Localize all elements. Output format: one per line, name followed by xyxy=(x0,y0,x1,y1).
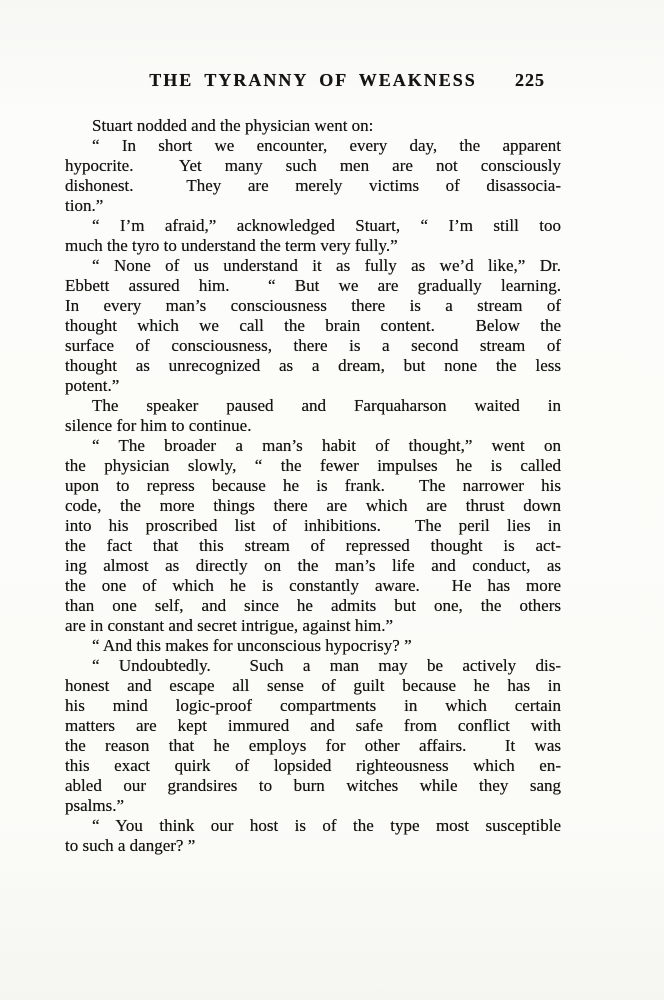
text-line: his mind logic-proof compartments in which certain xyxy=(65,696,561,715)
paragraph xyxy=(65,116,561,136)
paragraph xyxy=(65,656,561,816)
text-line: the physician slowly, “ the fewer impulses he is called xyxy=(65,456,561,475)
text-line: upon to repress because he is frank. The narrower his xyxy=(65,476,561,495)
text-line: dishonest. They are merely victims of disassocia- xyxy=(65,176,561,195)
text-line: Ebbett assured him. “ But we are gradually learning. xyxy=(65,276,561,295)
text-line: hypocrite. Yet many such men are not consciously xyxy=(65,156,561,175)
text-line: the reason that he employs for other affairs. It was xyxy=(65,736,561,755)
page-header-title: THE TYRANNY OF WEAKNESS xyxy=(149,70,477,90)
text-line: In every man’s consciousness there is a stream of xyxy=(65,296,561,315)
text-line: thought as unrecognized as a dream, but none the less xyxy=(65,356,561,375)
text-line: The speaker paused and Farquaharson waited in xyxy=(92,396,561,415)
text-line: silence for him to continue. xyxy=(65,416,252,435)
running-header xyxy=(65,70,561,90)
text-line: than one self, and since he admits but one, the others xyxy=(65,596,561,615)
text-line: potent.” xyxy=(65,376,120,395)
paragraph xyxy=(65,216,561,256)
paragraph xyxy=(65,256,561,396)
text-line: code, the more things there are which are thrust down xyxy=(65,496,561,515)
text-line: honest and escape all sense of guilt because he has in xyxy=(65,676,561,695)
text-line: into his proscribed list of inhibitions. The peril lies in xyxy=(65,516,561,535)
text-line: surface of consciousness, there is a second stream of xyxy=(65,336,561,355)
paragraph xyxy=(65,396,561,436)
text-line: “ And this makes for unconscious hypocrisy? ” xyxy=(92,636,412,655)
text-line: thought which we call the brain content. Below the xyxy=(65,316,561,335)
text-line: the one of which he is constantly aware. He has more xyxy=(65,576,561,595)
text-line: the fact that this stream of repressed thought is act- xyxy=(65,536,561,555)
text-line: “ The broader a man’s habit of thought,” went on xyxy=(92,436,561,455)
paragraph xyxy=(65,436,561,636)
text-line: tion.” xyxy=(65,196,104,215)
text-line: “ In short we encounter, every day, the apparent xyxy=(92,136,561,155)
text-line: Stuart nodded and the physician went on: xyxy=(92,116,374,135)
text-line: are in constant and secret intrigue, against him.” xyxy=(65,616,394,635)
text-line: psalms.” xyxy=(65,796,125,815)
text-line: to such a danger? ” xyxy=(65,836,196,855)
book-page xyxy=(65,0,561,856)
paragraph xyxy=(65,136,561,216)
text-line: “ Undoubtedly. Such a man may be actively dis- xyxy=(92,656,561,675)
text-line: “ You think our host is of the type most susceptible xyxy=(92,816,561,835)
text-line: matters are kept immured and safe from conflict with xyxy=(65,716,561,735)
text-line: abled our grandsires to burn witches while they sang xyxy=(65,776,561,795)
text-line: this exact quirk of lopsided righteousness which en- xyxy=(65,756,561,775)
paragraph xyxy=(65,636,561,656)
text-line: “ None of us understand it as fully as we’d like,” Dr. xyxy=(92,256,561,275)
text-line: ing almost as directly on the man’s life and conduct, as xyxy=(65,556,561,575)
text-line: “ I’m afraid,” acknowledged Stuart, “ I’m still too xyxy=(92,216,561,235)
page-number: 225 xyxy=(515,70,545,90)
text-line: much the tyro to understand the term very fully.” xyxy=(65,236,398,255)
paragraph xyxy=(65,816,561,856)
body-text xyxy=(65,116,561,856)
